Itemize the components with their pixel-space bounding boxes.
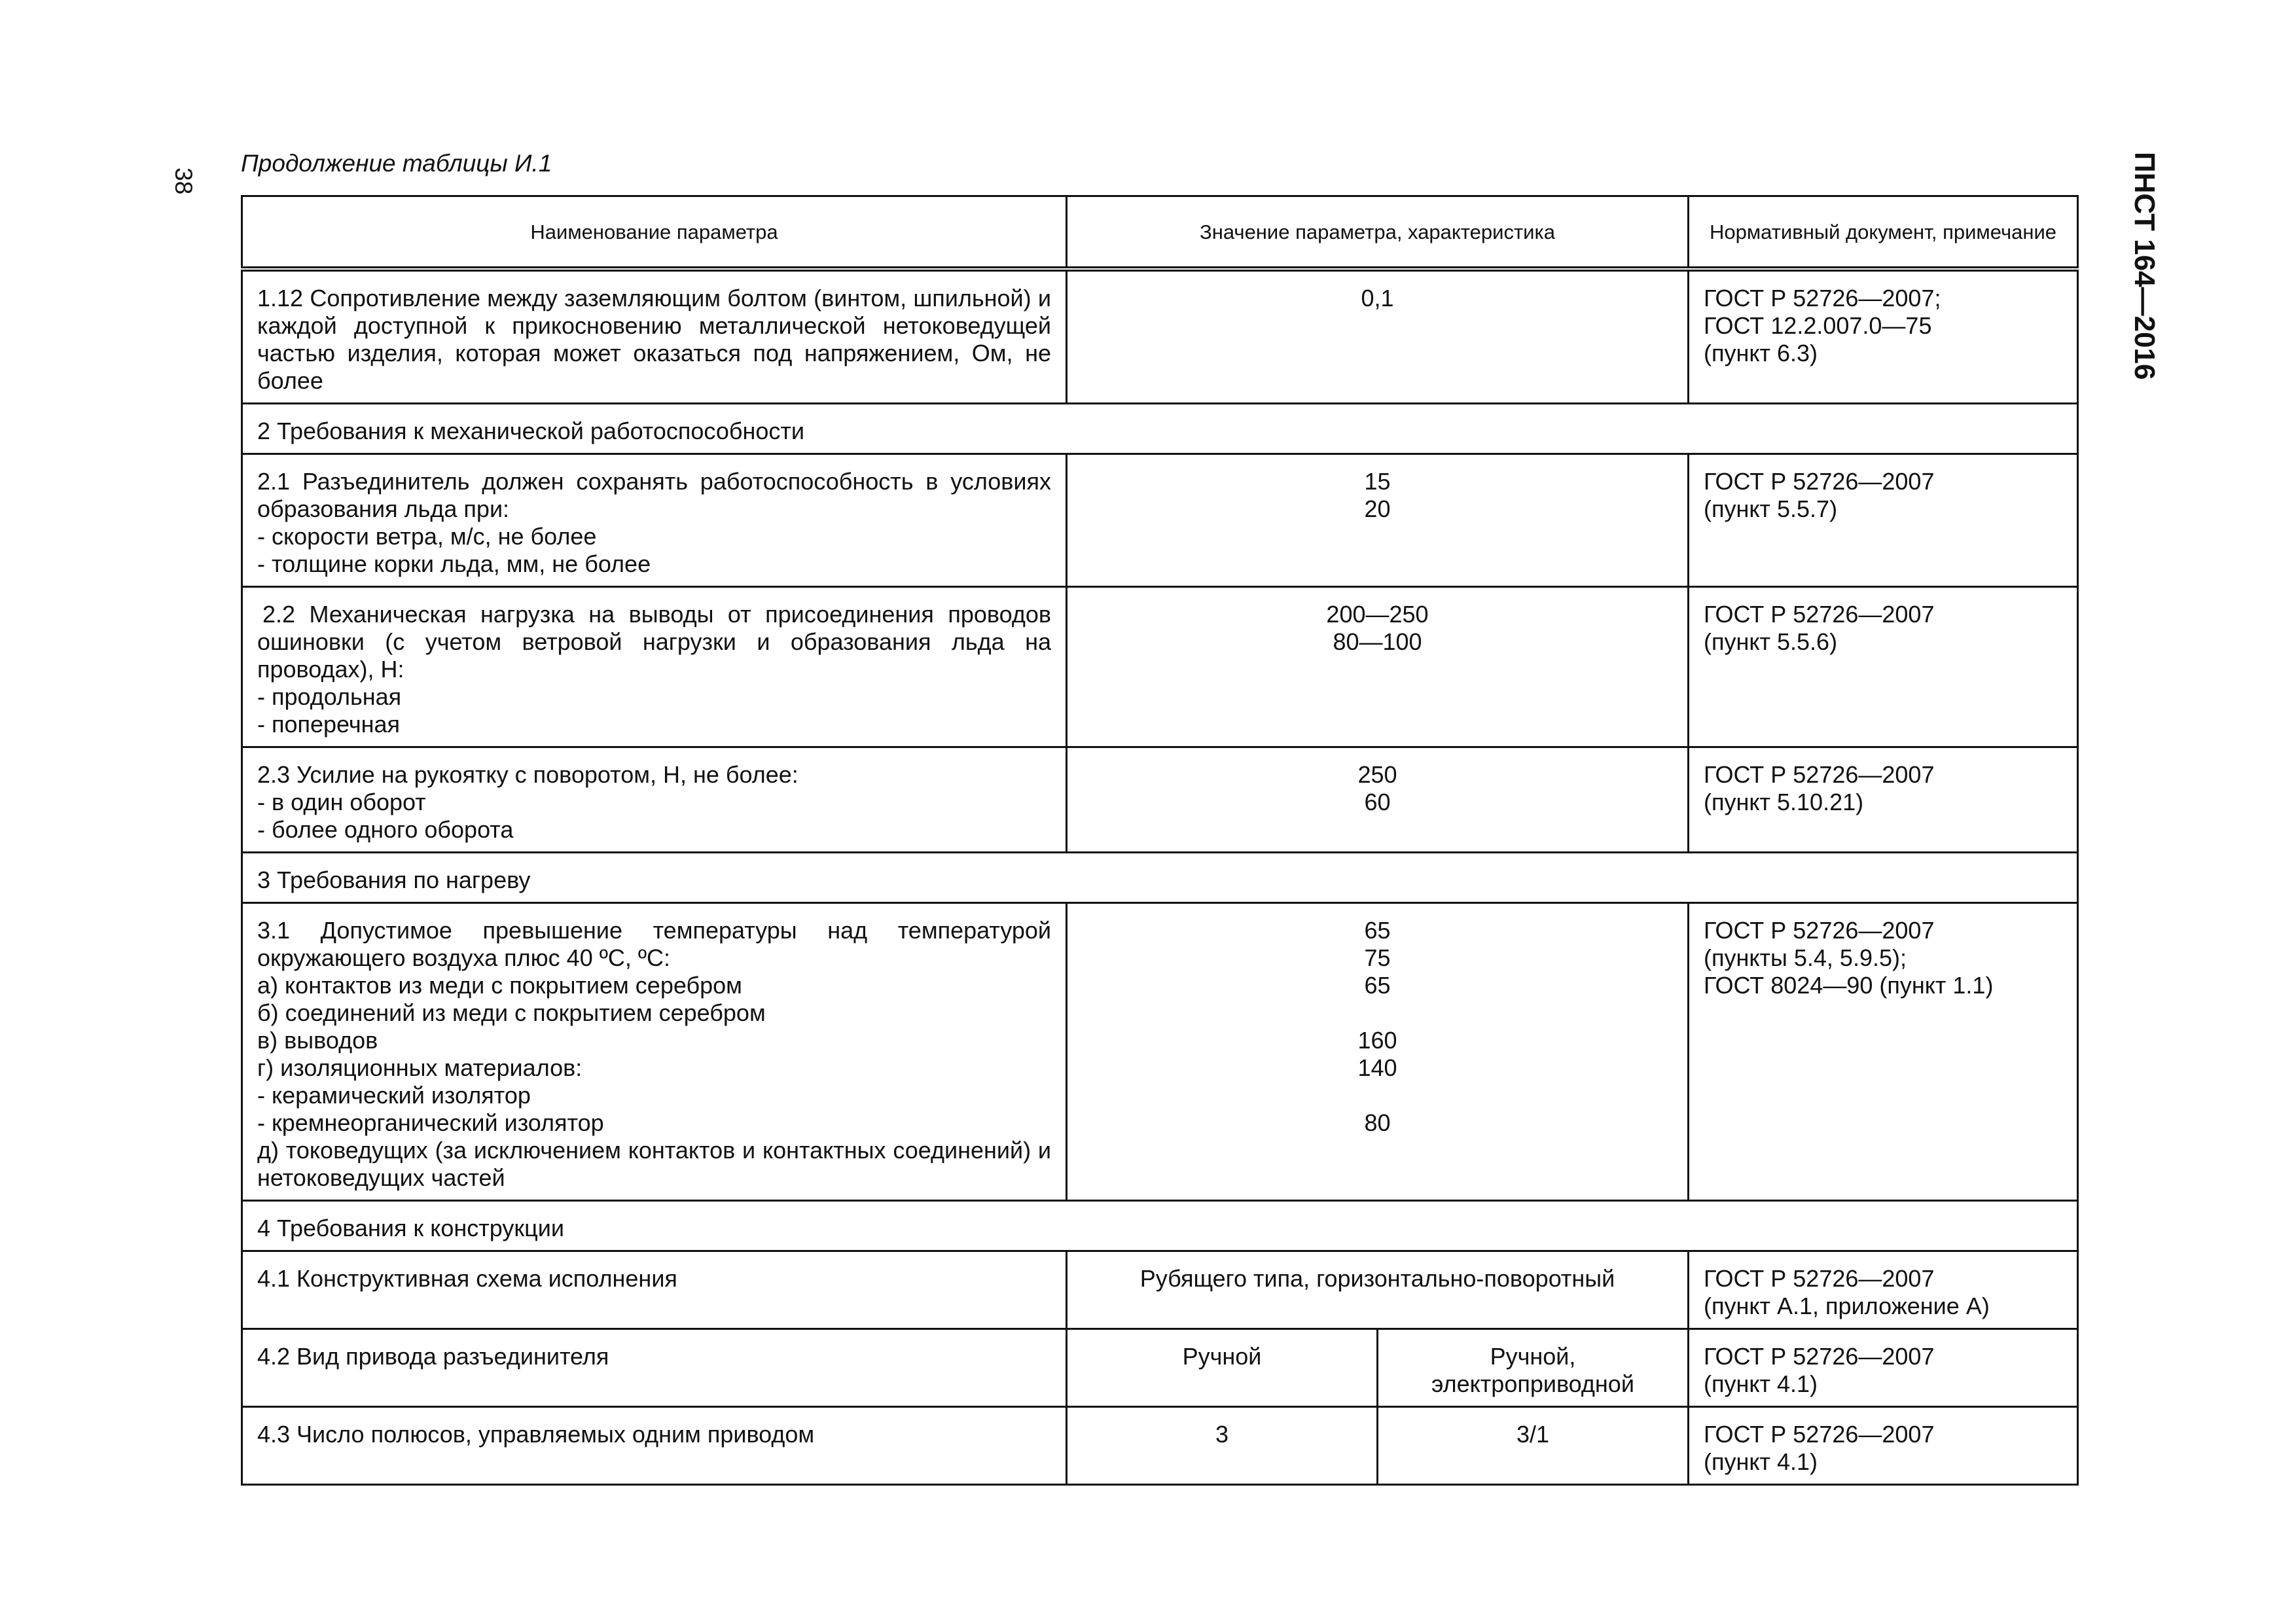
value-text: 200—250 [1326,601,1429,628]
document-code: ПНСТ 164—2016 [2128,152,2161,380]
row-2-2-ref [1689,587,2078,747]
row-4-1-ref [1689,1251,2078,1329]
ref-line: ГОСТ Р 52726—2007 [1704,1421,1935,1448]
row-3-1-param [242,903,1067,1201]
table-row [242,747,2078,853]
row-4-1-value: Рубящего типа, горизонтально-поворотный [1067,1251,1689,1329]
ref-line: (пункт 5.5.7) [1704,495,1838,522]
section-row [242,404,2078,454]
ref-line: ГОСТ Р 52726—2007 [1704,1343,1935,1370]
row-2-1-ref [1689,454,2078,587]
table-row [242,1407,2078,1485]
value-text: 65 [1364,972,1391,999]
param-item: - керамический изолятор [257,1082,531,1109]
ref-line: ГОСТ 8024—90 (пункт 1.1) [1704,972,1994,999]
param-item: - скорости ветра, м/с, не более [257,523,597,550]
section-4-title: 4 Требования к конструкции [242,1201,2078,1251]
value-text: 60 [1364,789,1391,815]
row-4-2-value-1: Ручной [1067,1329,1378,1407]
value-text: 75 [1364,944,1391,971]
param-item: - толщине корки льда, мм, не более [257,550,651,577]
param-text: 3.1 Допустимое превышение температуры над температурой окружающего воздуха плюс 40 ºС, ºС: [257,917,1051,971]
header-param: Наименование параметра [242,196,1067,270]
row-4-2-value-2: Ручной, электроприводной [1378,1329,1689,1407]
table-caption: Продолжение таблицы И.1 [241,150,552,177]
ref-line: ГОСТ Р 52726—2007 [1704,468,1935,495]
ref-line: (пункт 4.1) [1704,1448,1818,1475]
page-number: 38 [170,168,197,195]
value-text: 160 [1357,1027,1397,1054]
ref-line: (пункты 5.4, 5.9.5); [1704,944,1907,971]
value-text: 80—100 [1333,628,1422,655]
param-text: 4.1 Конструктивная схема исполнения [257,1265,677,1292]
param-item: б) соединений из меди с покрытием серебром [257,999,766,1026]
row-3-1-value [1067,903,1689,1201]
value-text: 0,1 [1361,285,1394,312]
row-2-1-param [242,454,1067,587]
row-4-3-value-1: 3 [1067,1407,1378,1485]
ref-line: ГОСТ Р 52726—2007 [1704,917,1935,944]
ref-line: ГОСТ Р 52726—2007 [1704,601,1935,628]
param-item: а) контактов из меди с покрытием серебром [257,972,742,999]
row-2-2-param [242,587,1067,747]
section-row [242,853,2078,903]
table-row [242,1251,2078,1329]
value-spacer [1082,1082,1673,1109]
param-item: д) токоведущих (за исключением контактов и контактных соединений) и нетоковедущих частей [257,1137,1051,1191]
row-1-12-ref [1689,269,2078,404]
table-row [242,454,2078,587]
param-text: 4.3 Число полюсов, управляемых одним приводом [257,1421,815,1448]
row-4-3-ref [1689,1407,2078,1485]
value-text: 80 [1364,1109,1391,1136]
header-value: Значение параметра, характеристика [1067,196,1689,270]
param-item: г) изоляционных материалов: [257,1054,583,1081]
row-2-3-ref [1689,747,2078,853]
row-4-3-param [242,1407,1067,1485]
value-text: 15 [1364,468,1391,495]
param-text: 2.1 Разъединитель должен сохранять работоспособность в условиях образования льда при: [257,468,1051,522]
value-text: 65 [1364,917,1391,944]
ref-line: (пункт 5.10.21) [1704,789,1864,815]
row-2-3-value [1067,747,1689,853]
table-header-row [242,196,2078,270]
ref-line: (пункт 4.1) [1704,1370,1818,1397]
section-3-title: 3 Требования по нагреву [242,853,2078,903]
value-text: 140 [1357,1054,1397,1081]
param-item: - кремнеорганический изолятор [257,1109,604,1136]
ref-line: (пункт 5.5.6) [1704,628,1838,655]
param-item: в) выводов [257,1027,378,1054]
ref-line: ГОСТ Р 52726—2007 [1704,761,1935,788]
param-text: 1.12 Сопротивление между заземляющим болтом (винтом, шпильной) и каждой доступной к прикосновению металлической нетоковедущей частью изделия, которая может оказаться под напряжением, Ом, не более [257,285,1051,394]
ref-line: ГОСТ Р 52726—2007; [1704,285,1941,312]
param-text: 2.3 Усилие на рукоятку с поворотом, Н, не более: [257,761,798,788]
param-item: - поперечная [257,711,401,738]
ref-line: (пункт А.1, приложение А) [1704,1293,1990,1319]
param-text: 4.2 Вид привода разъединителя [257,1343,609,1370]
row-2-2-value [1067,587,1689,747]
value-spacer [1082,999,1673,1027]
row-1-12-value [1067,269,1689,404]
table-row [242,269,2078,404]
ref-line: ГОСТ Р 52726—2007 [1704,1265,1935,1292]
row-3-1-ref [1689,903,2078,1201]
header-ref: Нормативный документ, примечание [1689,196,2078,270]
param-item: - более одного оборота [257,816,514,843]
parameters-table [241,195,2079,1486]
row-1-12-param [242,269,1067,404]
section-2-title: 2 Требования к механической работоспособности [242,404,2078,454]
row-4-2-ref [1689,1329,2078,1407]
row-2-3-param [242,747,1067,853]
param-item: - продольная [257,683,402,710]
table-row [242,587,2078,747]
ref-line: ГОСТ 12.2.007.0—75 [1704,312,1932,339]
ref-line: (пункт 6.3) [1704,340,1818,366]
param-text: 2.2 Механическая нагрузка на выводы от присоединения проводов ошиновки (с учетом ветровой нагрузки и образования льда на проводах), Н: [257,601,1051,683]
param-item: - в один оборот [257,789,426,815]
row-4-3-value-2: 3/1 [1378,1407,1689,1485]
value-text: 250 [1357,761,1397,788]
row-4-1-param [242,1251,1067,1329]
section-row [242,1201,2078,1251]
row-4-2-param [242,1329,1067,1407]
table-row [242,1329,2078,1407]
value-text: 20 [1364,495,1391,522]
table-row [242,903,2078,1201]
row-2-1-value [1067,454,1689,587]
